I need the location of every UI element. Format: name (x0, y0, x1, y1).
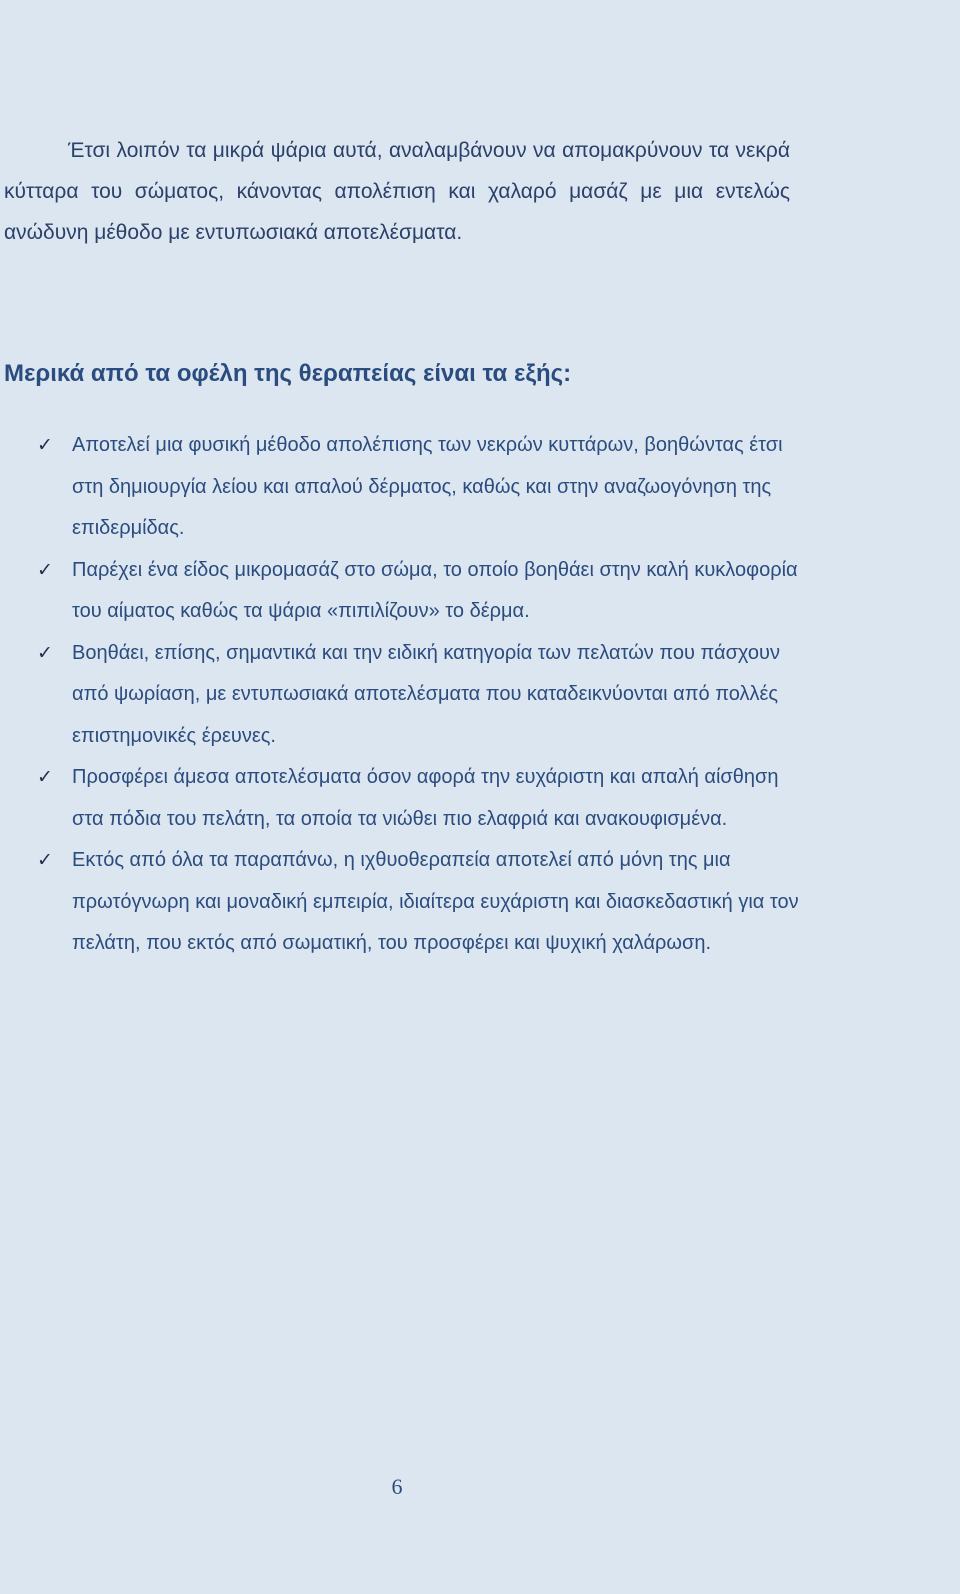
check-mark-icon: ✓ (37, 558, 53, 581)
check-mark-icon: ✓ (37, 641, 53, 664)
list-item (0, 425, 800, 550)
list-item-text: Προσφέρει άμεσα αποτελέσματα όσον αφορά την ευχάριστη και απαλή αίσθηση στα πόδια του πελάτη, τα οποία τα νιώθει πιο ελαφριά και ανακουφισμένα. (72, 766, 779, 830)
list-item (0, 840, 800, 965)
list-item (0, 633, 800, 758)
section-heading: Μερικά από τα οφέλη της θεραπείας είναι τα εξής: (4, 360, 572, 387)
benefits-list (0, 425, 800, 965)
list-item-text: Παρέχει ένα είδος μικρομασάζ στο σώμα, το οποίο βοηθάει στην καλή κυκλοφορία του αίματος καθώς τα ψάρια «πιπιλίζουν» το δέρμα. (72, 558, 798, 622)
check-mark-icon: ✓ (37, 434, 53, 456)
page-number: 6 (391, 1474, 403, 1499)
intro-paragraph: Έτσι λοιπόν τα μικρά ψάρια αυτά, αναλαμβάνουν να απομακρύνουν τα νεκρά κύτταρα του σώματος, κάνοντας απολέπιση και χαλαρό μασάζ με μια εντελώς ανώδυνη μέθοδο με εντυπωσιακά αποτελέσματα. (4, 139, 790, 244)
list-item-text: Εκτός από όλα τα παραπάνω, η ιχθυοθεραπεία αποτελεί από μόνη της μια πρωτόγνωρη και μοναδική εμπειρία, ιδιαίτερα ευχάριστη και διασκεδαστική για τον πελάτη, που εκτός από σωματική, του προσφέρει και ψυχική χαλάρωση. (72, 849, 799, 954)
check-mark-icon: ✓ (37, 849, 53, 871)
list-item (0, 550, 800, 633)
check-mark-icon: ✓ (37, 766, 53, 788)
list-item (0, 757, 800, 840)
list-item-text: Βοηθάει, επίσης, σημαντικά και την ειδική κατηγορία των πελατών που πάσχουν από ψωρίαση, με εντυπωσιακά αποτελέσματα που καταδεικνύονται από πολλές επιστημονικές έρευνες. (72, 641, 780, 747)
list-item-text: Αποτελεί μια φυσική μέθοδο απολέπισης των νεκρών κυττάρων, βοηθώντας έτσι στη δημιουργία λείου και απαλού δέρματος, καθώς και στην αναζωογόνηση της επιδερμίδας. (72, 434, 783, 539)
